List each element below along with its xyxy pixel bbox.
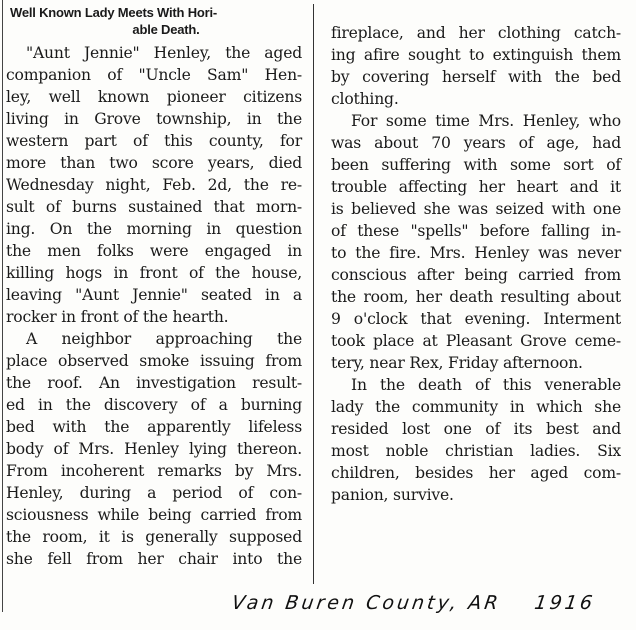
text-line: western part of this county, for [6,132,302,150]
text-line: rocker in front of the hearth. [6,308,229,326]
text-line: place observed smoke issuing from [6,352,302,370]
text-line: ing. On the morning in question [6,220,302,238]
text-line: panion, survive. [331,486,454,504]
text-line: ed in the discovery of a burning [6,396,302,414]
text-line: tery, near Rex, Friday afternoon. [331,354,583,372]
text-line: to the fire. Mrs. Henley was never [331,244,621,262]
headline-line-2: able Death. [132,22,200,37]
text-line: 9 o'clock that evening. Interment [331,310,621,328]
text-line: took place at Pleasant Grove ceme- [331,332,621,350]
text-line: bed with the apparently lifeless [6,418,302,436]
text-line: killing hogs in front of the house, [6,264,302,282]
text-line: "Aunt Jennie" Henley, the aged [26,44,302,62]
text-line: children, besides her aged com- [331,464,621,482]
left-column-rule [2,0,3,612]
text-line: the men folks were engaged in [6,242,302,260]
text-line: the roof. An investigation result- [6,374,302,392]
left-column-body [6,42,302,570]
column-divider-rule [313,4,314,584]
text-line: For some time Mrs. Henley, who [351,112,621,130]
text-line: was about 70 years of age, had [331,134,621,152]
text-line: most noble christian ladies. Six [331,442,621,460]
text-line: conscious after being carried from [331,266,621,284]
article-headline [6,4,302,38]
annotation-year: 1916 [533,592,597,614]
text-line: companion of "Uncle Sam" Hen- [6,66,302,84]
text-line: living in Grove township, in the [6,110,302,128]
text-line: is believed she was seized with one [331,200,621,218]
text-line: more than two score years, died [6,154,302,172]
text-line: From incoherent remarks by Mrs. [6,462,302,480]
text-line: fireplace, and her clothing catch- [331,24,621,42]
text-line: ley, well known pioneer citizens [6,88,302,106]
text-line: trouble affecting her heart and it [331,178,621,196]
text-line: by covering herself with the bed [331,68,621,86]
right-column-body [331,22,621,506]
text-line: of these "spells" before falling in- [331,222,621,240]
text-line: In the death of this venerable [351,376,621,394]
annotation-place: Van Buren County, AR [230,592,503,614]
handwritten-annotation [230,592,596,614]
text-line: ing afire sought to extinguish them [331,46,621,64]
text-line: body of Mrs. Henley lying thereon. [6,440,302,458]
text-line: Henley, during a period of con- [6,484,302,502]
text-line: the room, it is generally supposed [6,528,302,546]
text-line: sult of burns sustained that morn- [6,198,302,216]
text-line: Wednesday night, Feb. 2d, the re- [6,176,302,194]
text-line: resided lost one of its best and [331,420,621,438]
text-line: A neighbor approaching the [26,330,302,348]
headline-line-1: Well Known Lady Meets With Hori- [10,5,218,20]
text-line: lady the community in which she [331,398,621,416]
left-column [6,4,302,570]
text-line: clothing. [331,90,399,108]
text-line: the room, her death resulting about [331,288,621,306]
text-line: she fell from her chair into the [6,550,302,568]
text-line: sciousness while being carried from [6,506,302,524]
right-column [331,22,621,506]
text-line: leaving "Aunt Jennie" seated in a [6,286,302,304]
text-line: been suffering with some sort of [331,156,621,174]
